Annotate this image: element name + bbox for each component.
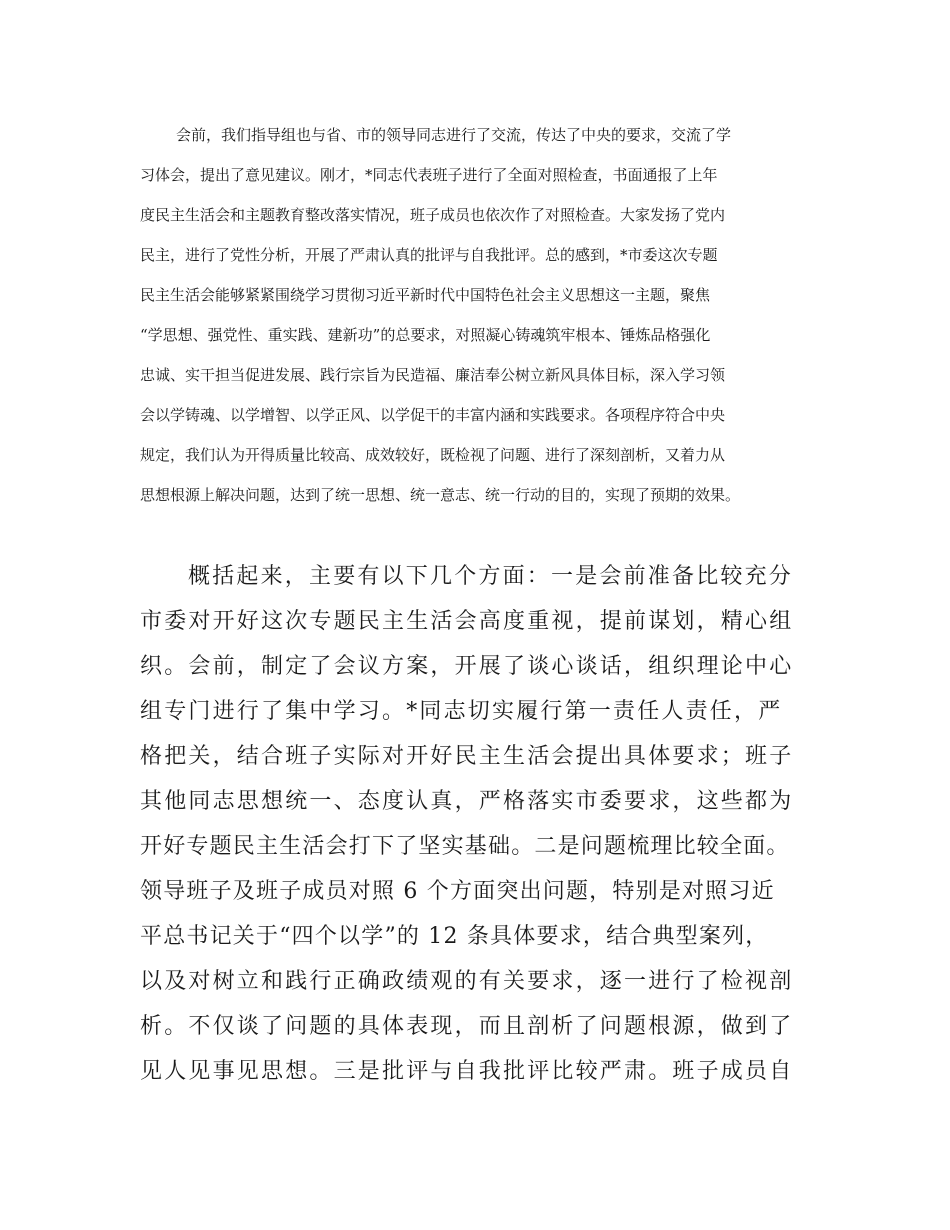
- paragraph-line: 见人见事见思想。三是批评与自我批评比较严肃。班子成员自: [140, 1059, 794, 1084]
- paragraph-line: 概括起来，主要有以下几个方面：一是会前准备比较充分: [188, 564, 794, 589]
- paragraph-line: 领导班子及班子成员对照 6 个方面突出问题，特别是对照习近: [140, 879, 775, 904]
- paragraph-line: 会前，我们指导组也与省、市的领导同志进行了交流，传达了中央的要求，交流了学: [176, 126, 732, 144]
- paragraph-line: 忠诚、实干担当促进发展、践行宗旨为民造福、廉洁奉公树立新风具体目标，深入学习领: [140, 366, 726, 384]
- paragraph-line: 其他同志思想统一、态度认真，严格落实市委要求，这些都为: [140, 789, 794, 814]
- paragraph-line: 平总书记关于“四个以学”的 12 条具体要求，结合典型案列，: [140, 924, 769, 949]
- paragraph-line: 以及对树立和践行正确政绩观的有关要求，逐一进行了检视剖: [140, 969, 794, 994]
- paragraph-line: 度民主生活会和主题教育整改落实情况，班子成员也依次作了对照检查。大家发扬了党内: [140, 206, 726, 224]
- paragraph-line: 民主，进行了党性分析，开展了严肃认真的批评与自我批评。总的感到，*市委这次专题: [140, 246, 718, 264]
- paragraph-line: 市委对开好这次专题民主生活会高度重视，提前谋划，精心组: [140, 609, 794, 634]
- paragraph-line: 思想根源上解决问题，达到了统一思想、统一意志、统一行动的目的，实现了预期的效果。: [140, 486, 741, 504]
- paragraph-line: 开好专题民主生活会打下了坚实基础。二是问题梳理比较全面。: [140, 834, 790, 859]
- paragraph-line: 析。不仅谈了问题的具体表现，而且剖析了问题根源，做到了: [140, 1014, 794, 1039]
- paragraph-line: 组专门进行了集中学习。*同志切实履行第一责任人责任，严: [140, 699, 783, 724]
- paragraph-line: 织。会前，制定了会议方案，开展了谈心谈话，组织理论中心: [140, 654, 794, 679]
- paragraph-line: “学思想、强党性、重实践、建新功”的总要求，对照凝心铸魂筑牢根本、锤炼品格强化: [140, 326, 711, 344]
- paragraph-line: 会以学铸魂、以学增智、以学正风、以学促干的丰富内涵和实践要求。各项程序符合中央: [140, 406, 726, 424]
- paragraph-line: 民主生活会能够紧紧围绕学习贯彻习近平新时代中国特色社会主义思想这一主题，聚焦: [140, 286, 711, 304]
- paragraph-line: 规定，我们认为开得质量比较高、成效较好，既检视了问题、进行了深刻剖析，又着力从: [140, 446, 726, 464]
- paragraph-line: 格把关，结合班子实际对开好民主生活会提出具体要求；班子: [140, 744, 794, 769]
- paragraph-line: 习体会，提出了意见建议。刚才，*同志代表班子进行了全面对照检查，书面通报了上年: [140, 166, 718, 184]
